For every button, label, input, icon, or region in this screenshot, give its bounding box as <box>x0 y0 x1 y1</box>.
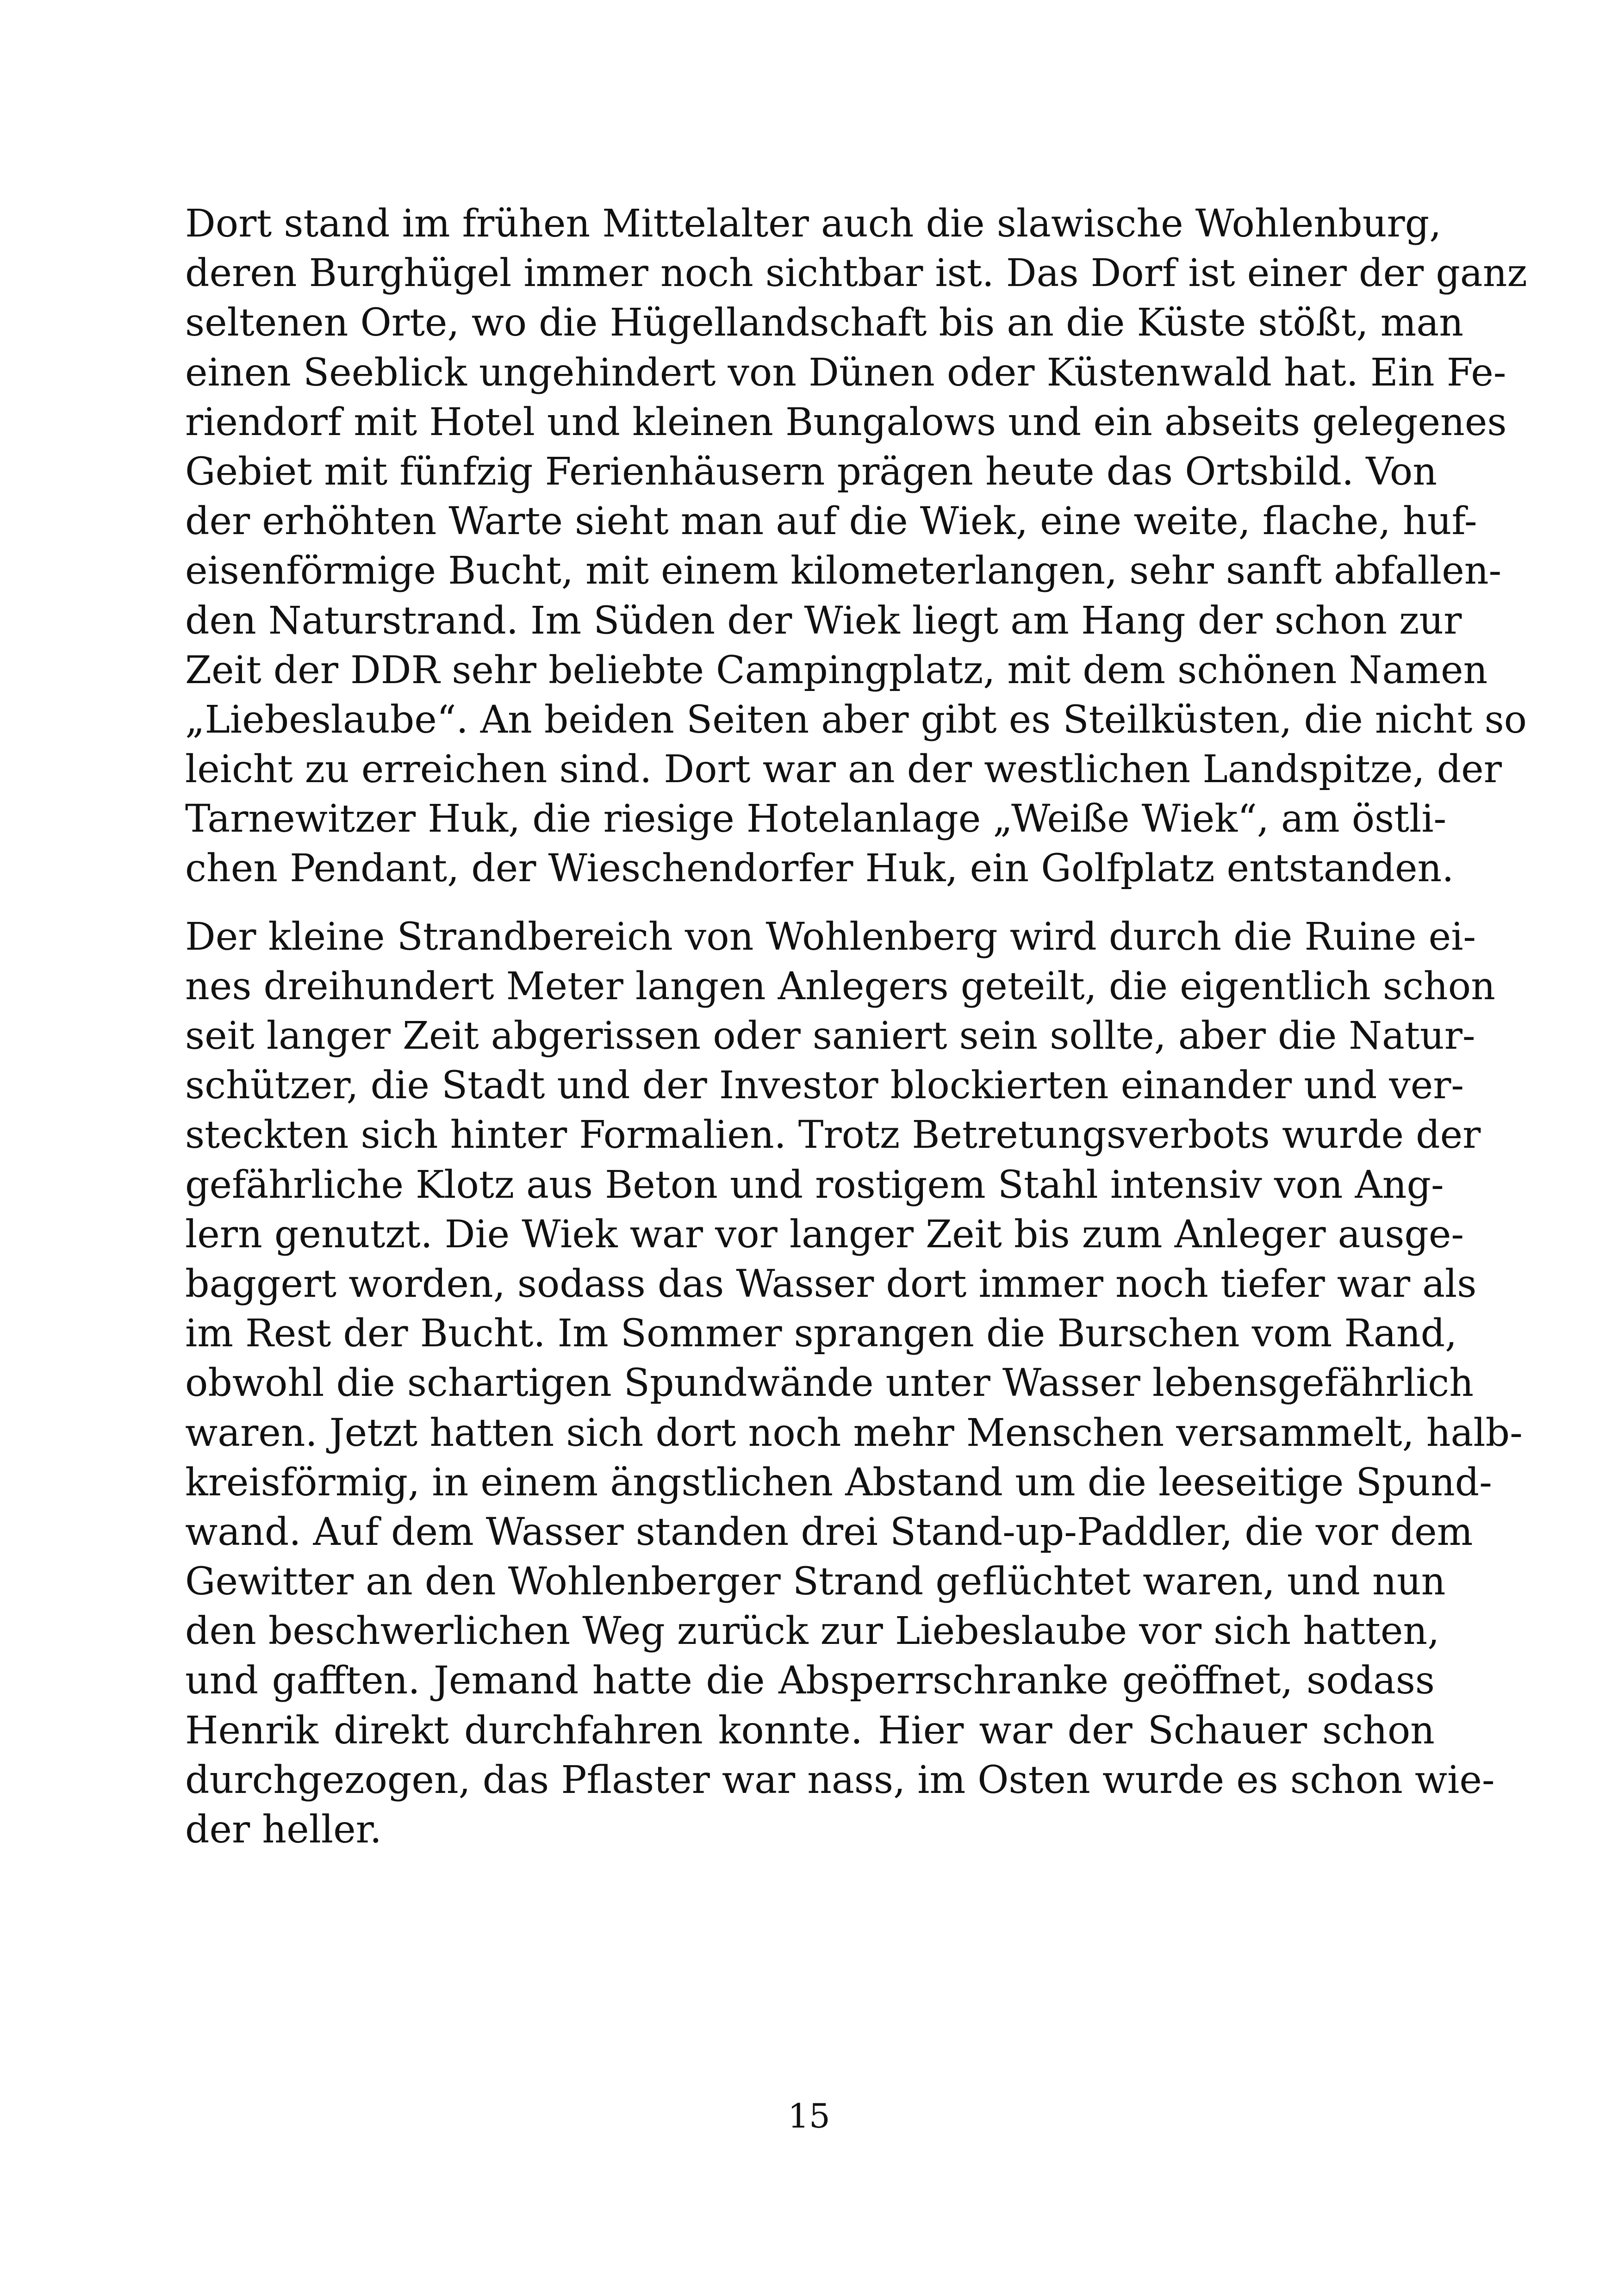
text-line: Dort stand im frühen Mittelalter auch die slawische Wohlenburg, <box>185 202 1442 246</box>
text-line: den Naturstrand. Im Süden der Wiek liegt am Hang der schon zur <box>185 598 1462 643</box>
text-line: Der kleine Strandbereich von Wohlenberg wird durch die Ruine ei- <box>185 915 1476 959</box>
text-line: Zeit der DDR sehr beliebte Campingplatz, mit dem schönen Namen <box>185 648 1488 692</box>
text-line: wand. Auf dem Wasser standen drei Stand-up-Paddler, die vor dem <box>185 1510 1473 1554</box>
text-line: leicht zu erreichen sind. Dort war an der westlichen Landspitze, der <box>185 747 1502 792</box>
text-line: nes dreihundert Meter langen Anlegers geteilt, die eigentlich schon <box>185 964 1495 1008</box>
text-line: Tarnewitzer Huk, die riesige Hotelanlage „Weiße Wiek“, am östli- <box>185 797 1447 841</box>
text-line: Gebiet mit fünfzig Ferienhäusern prägen heute das Ortsbild. Von <box>185 449 1438 494</box>
text-line: schützer, die Stadt und der Investor blockierten einander und ver- <box>185 1064 1464 1108</box>
text-line: im Rest der Bucht. Im Sommer sprangen die Burschen vom Rand, <box>185 1312 1457 1356</box>
text-line: der heller. <box>185 1808 382 1852</box>
body-text <box>185 199 1527 1854</box>
text-line: und gafften. Jemand hatte die Absperrschranke geöffnet, sodass <box>185 1659 1435 1703</box>
page-number: 15 <box>788 2097 830 2135</box>
text-line: seit langer Zeit abgerissen oder saniert sein sollte, aber die Natur- <box>185 1014 1475 1058</box>
text-line: obwohl die schartigen Spundwände unter Wasser lebensgefährlich <box>185 1361 1474 1406</box>
text-line: deren Burghügel immer noch sichtbar ist. Das Dorf ist einer der ganz <box>185 251 1527 296</box>
text-line: „Liebeslaube“. An beiden Seiten aber gibt es Steilküsten, die nicht so <box>185 697 1527 742</box>
text-line: eisenförmige Bucht, mit einem kilometerlangen, sehr sanft abfallen- <box>185 549 1502 593</box>
paragraph-gap <box>185 894 1435 912</box>
text-line: der erhöhten Warte sieht man auf die Wiek, eine weite, flache, huf- <box>185 499 1477 544</box>
paragraph <box>185 199 1527 894</box>
text-line: Gewitter an den Wohlenberger Strand geflüchtet waren, und nun <box>185 1560 1446 1604</box>
text-line: durchgezogen, das Pflaster war nass, im Osten wurde es schon wie- <box>185 1758 1495 1802</box>
text-line: gefährliche Klotz aus Beton und rostigem Stahl intensiv von Ang- <box>185 1163 1444 1207</box>
text-line: lern genutzt. Die Wiek war vor langer Zeit bis zum Anleger ausge- <box>185 1212 1464 1257</box>
text-line: seltenen Orte, wo die Hügellandschaft bis an die Küste stößt, man <box>185 301 1464 345</box>
text-line: Henrik direkt durchfahren konnte. Hier war der Schauer schon <box>185 1708 1435 1753</box>
text-line: baggert worden, sodass das Wasser dort immer noch tiefer war als <box>185 1262 1477 1306</box>
text-line: einen Seeblick ungehindert von Dünen oder Küstenwald hat. Ein Fe- <box>185 350 1506 395</box>
text-line: den beschwerlichen Weg zurück zur Liebeslaube vor sich hatten, <box>185 1609 1440 1654</box>
text-line: riendorf mit Hotel und kleinen Bungalows und ein abseits gelegenes <box>185 400 1507 444</box>
text-line: waren. Jetzt hatten sich dort noch mehr Menschen versammelt, halb- <box>185 1411 1523 1455</box>
text-line: chen Pendant, der Wieschendorfer Huk, ein Golfplatz entstanden. <box>185 846 1454 891</box>
text-line: steckten sich hinter Formalien. Trotz Betretungsverbots wurde der <box>185 1113 1481 1157</box>
text-line: kreisförmig, in einem ängstlichen Abstand um die leeseitige Spund- <box>185 1460 1492 1505</box>
paragraph <box>185 912 1523 1855</box>
